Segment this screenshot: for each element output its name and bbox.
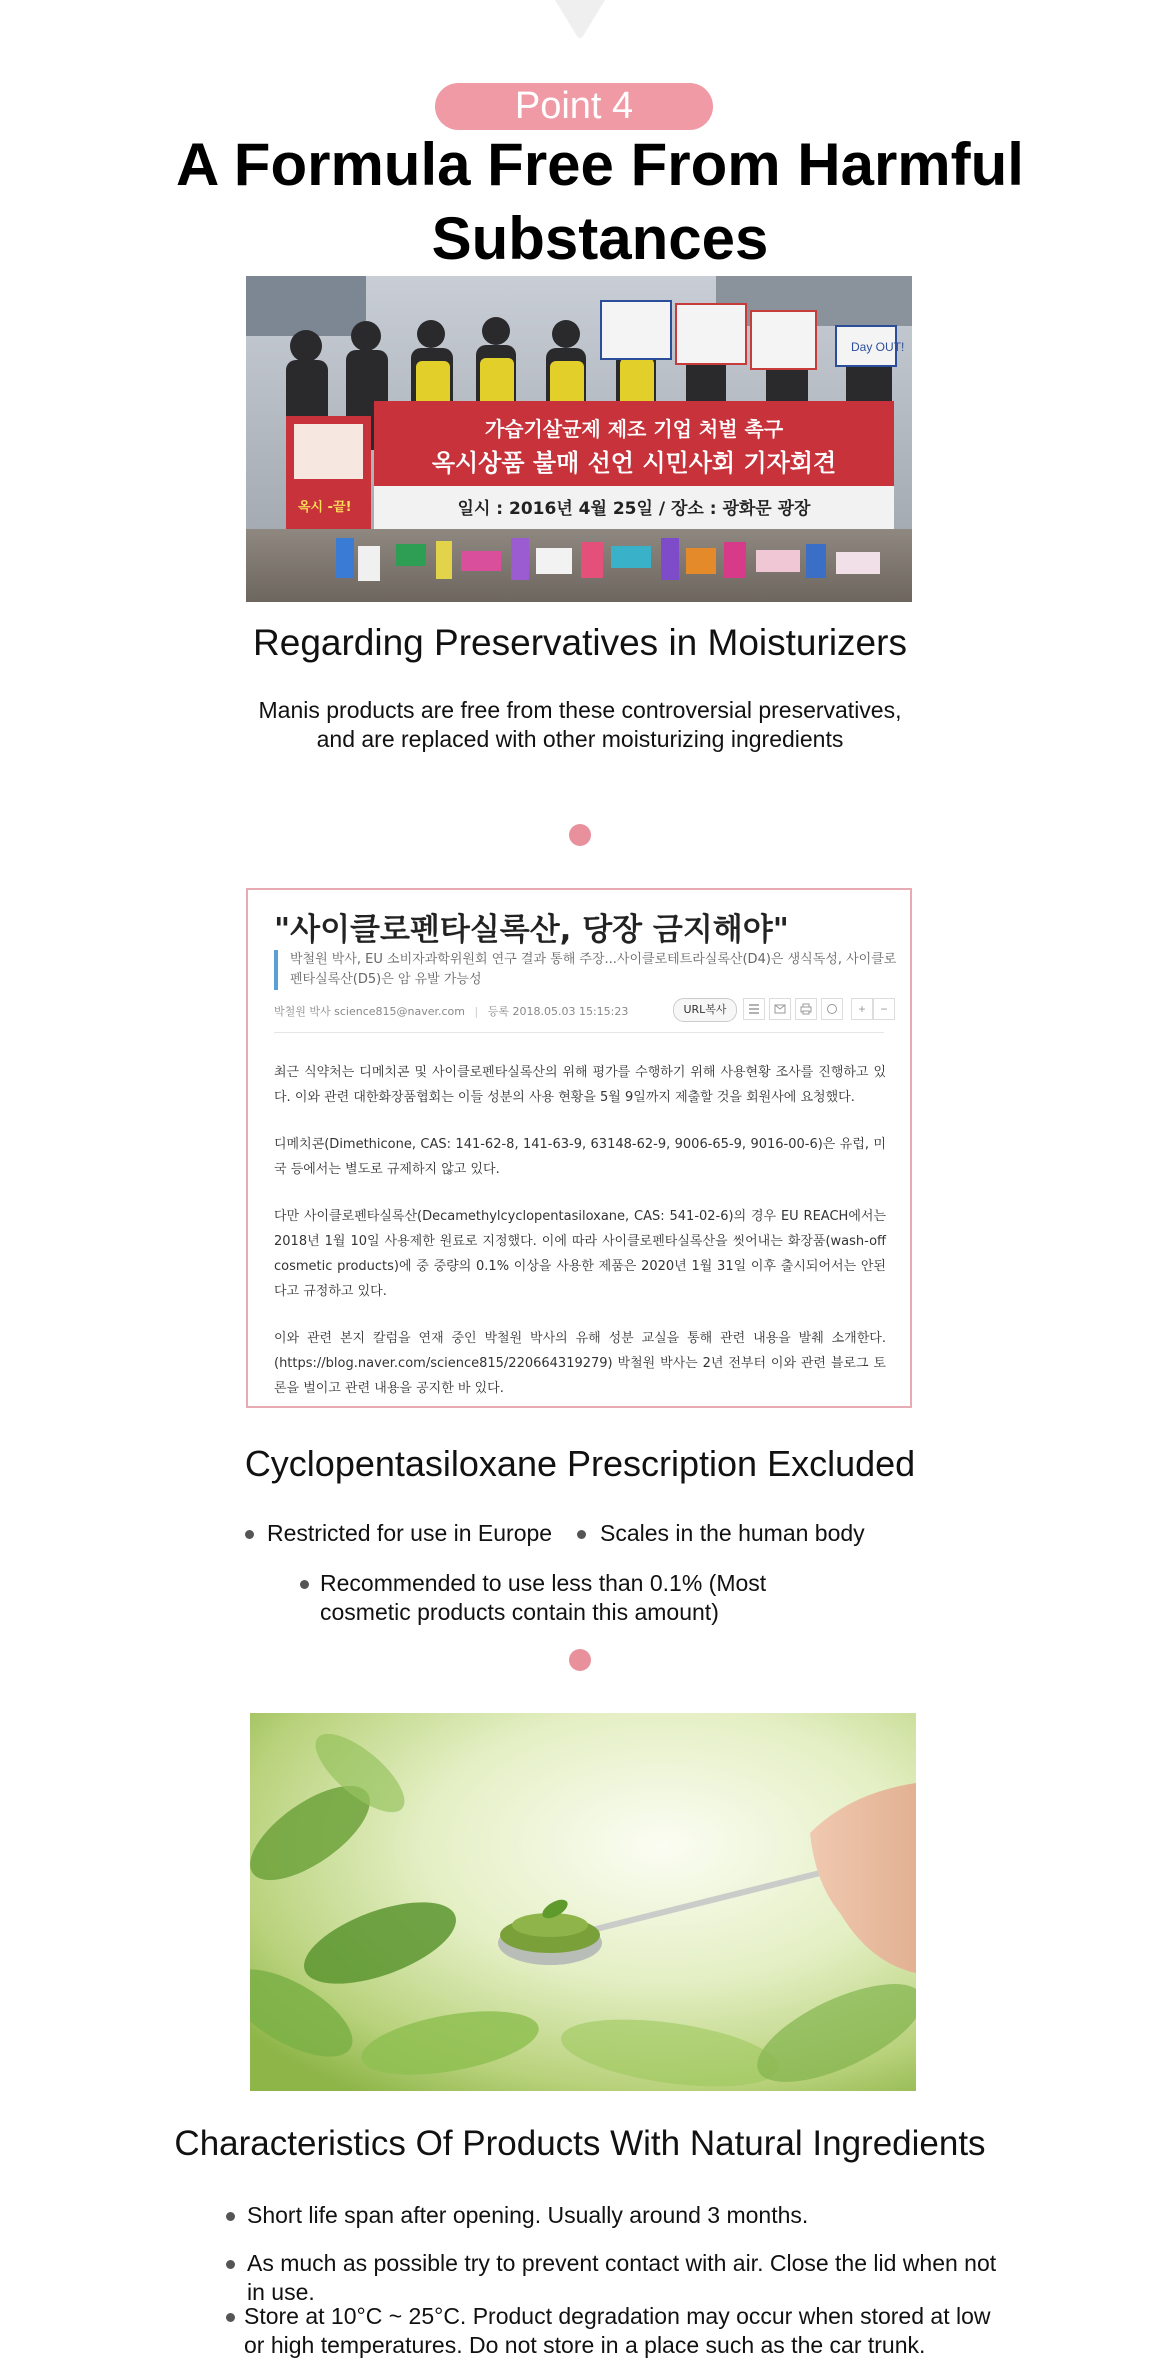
bullet-item — [320, 1569, 800, 1627]
green-tea-photo — [250, 1713, 916, 2091]
bullet-item: Scales in the human body — [600, 1520, 865, 1546]
bullet-text: Recommended to use less than 0.1% (Most cosmetic products contain this amount) — [320, 1570, 767, 1625]
bullet-dot — [226, 2212, 235, 2221]
protest-photo — [246, 276, 912, 602]
section-title-preservatives: Regarding Preservatives in Moisturizers — [253, 622, 907, 663]
share-icon[interactable] — [821, 998, 843, 1020]
article-paragraph: 다만 사이클로펜타실록산(Decamethylcyclopentasiloxane, CAS: 541-02-6)의 경우 EU REACH에서는 2018년 1월 10일 사용제한 원료로 지정했다. 이에 따라 사이클로펜타실록산을 씻어내는 화장품(wash-off cosmetic products)에 중 중량의 0.1% 이상을 사용한 제품은 2020년 1월 31일 이후 출시되어서는 안된다고 규정하고 있다. — [274, 1209, 886, 1299]
sign-left-text: 옥시 -끝! — [298, 500, 352, 515]
article-meta: 박철원 박사 science815@naver.com | 등록 2018.05.03 15:15:23 — [274, 1005, 629, 1018]
article-paragraph: 이와 관련 본지 칼럼을 연재 중인 박철원 박사의 유해 성분 교실을 통해 관련 내용을 발췌 소개한다. (https://blog.naver.com/science815/220664319279) 박철원 박사는 2년 전부터 이와 관련 블로그 토론을 벌이고 관련 내용을 공지한 바 있다. — [274, 1331, 886, 1396]
copy-url-button[interactable]: URL복사 — [673, 998, 737, 1022]
mail-icon[interactable] — [769, 998, 791, 1020]
article-author: 박철원 박사 science815@naver.com — [274, 1005, 466, 1018]
banner-line-3: 일시 : 2016년 4월 25일 / 장소 : 광화문 광장 — [457, 499, 811, 519]
banner-line-1: 가습기살균제 제조 기업 처벌 촉구 — [484, 417, 784, 441]
bullet-dot — [577, 1530, 586, 1539]
article-divider — [274, 1032, 884, 1033]
bullet-item: As much as possible try to prevent contact with air. Close the lid when not in use. — [247, 2250, 997, 2305]
article-date: 등록 2018.05.03 15:15:23 — [487, 1005, 629, 1018]
font-decrease-button[interactable]: − — [873, 998, 895, 1020]
article-title: "사이클로펜타실록산, 당장 금지해야" — [274, 912, 789, 948]
bullet-dot — [245, 1530, 254, 1539]
section-divider-notch — [555, 0, 605, 40]
article-paragraph: 디메치콘(Dimethicone, CAS: 141-62-8, 141-63-9, 63148-62-9, 9006-65-9, 9016-00-6)은 유럽, 미국 등에서는 별도로 규제하지 않고 있다. — [274, 1137, 886, 1177]
list-icon[interactable] — [743, 998, 765, 1020]
point-badge: Point 4 — [435, 83, 713, 130]
print-icon[interactable] — [795, 998, 817, 1020]
bullet-item: Short life span after opening. Usually around 3 months. — [247, 2202, 809, 2228]
bullet-dot — [226, 2313, 235, 2322]
section-title-natural: Characteristics Of Products With Natural Ingredients — [174, 2124, 986, 2163]
section-title-cyclopentasiloxane: Cyclopentasiloxane Prescription Excluded — [244, 1443, 916, 1484]
banner-line-2: 옥시상품 불매 선언 시민사회 기자회견 — [431, 449, 837, 477]
bullet-item: Restricted for use in Europe — [267, 1520, 553, 1546]
article-subtitle: 박철원 박사, EU 소비자과학위원회 연구 결과 통해 주장...사이클로테트라실록산(D4)은 생식독성, 사이클로펜타실록산(D5)은 암 유발 가능성 — [274, 950, 900, 990]
article-paragraph: 최근 식약처는 디메치콘 및 사이클로펜타실록산의 위해 평가를 수행하기 위해 사용현황 조사를 진행하고 있다. 이와 관련 대한화장품협회는 이들 성분의 사용 현황을 5월 9일까지 제출할 것을 회원사에 요청했다. — [274, 1065, 886, 1105]
bullet-dot — [300, 1580, 309, 1589]
news-article-card — [246, 888, 912, 1408]
divider-dot — [569, 1649, 591, 1671]
sign-day-out: Day OUT! — [851, 340, 905, 354]
font-increase-button[interactable]: + — [851, 998, 873, 1020]
bullet-dot — [226, 2260, 235, 2269]
page-headline: A Formula Free From Harmful Substances — [176, 131, 1024, 272]
divider-dot — [569, 824, 591, 846]
section-description-preservatives: Manis products are free from these controversial preservatives, and are replaced with other moisturizing ingredients — [258, 697, 902, 752]
bullet-item: Store at 10°C ~ 25°C. Product degradation may occur when stored at low or high temperatures. Do not store in a place such as the car trunk. — [244, 2303, 991, 2358]
